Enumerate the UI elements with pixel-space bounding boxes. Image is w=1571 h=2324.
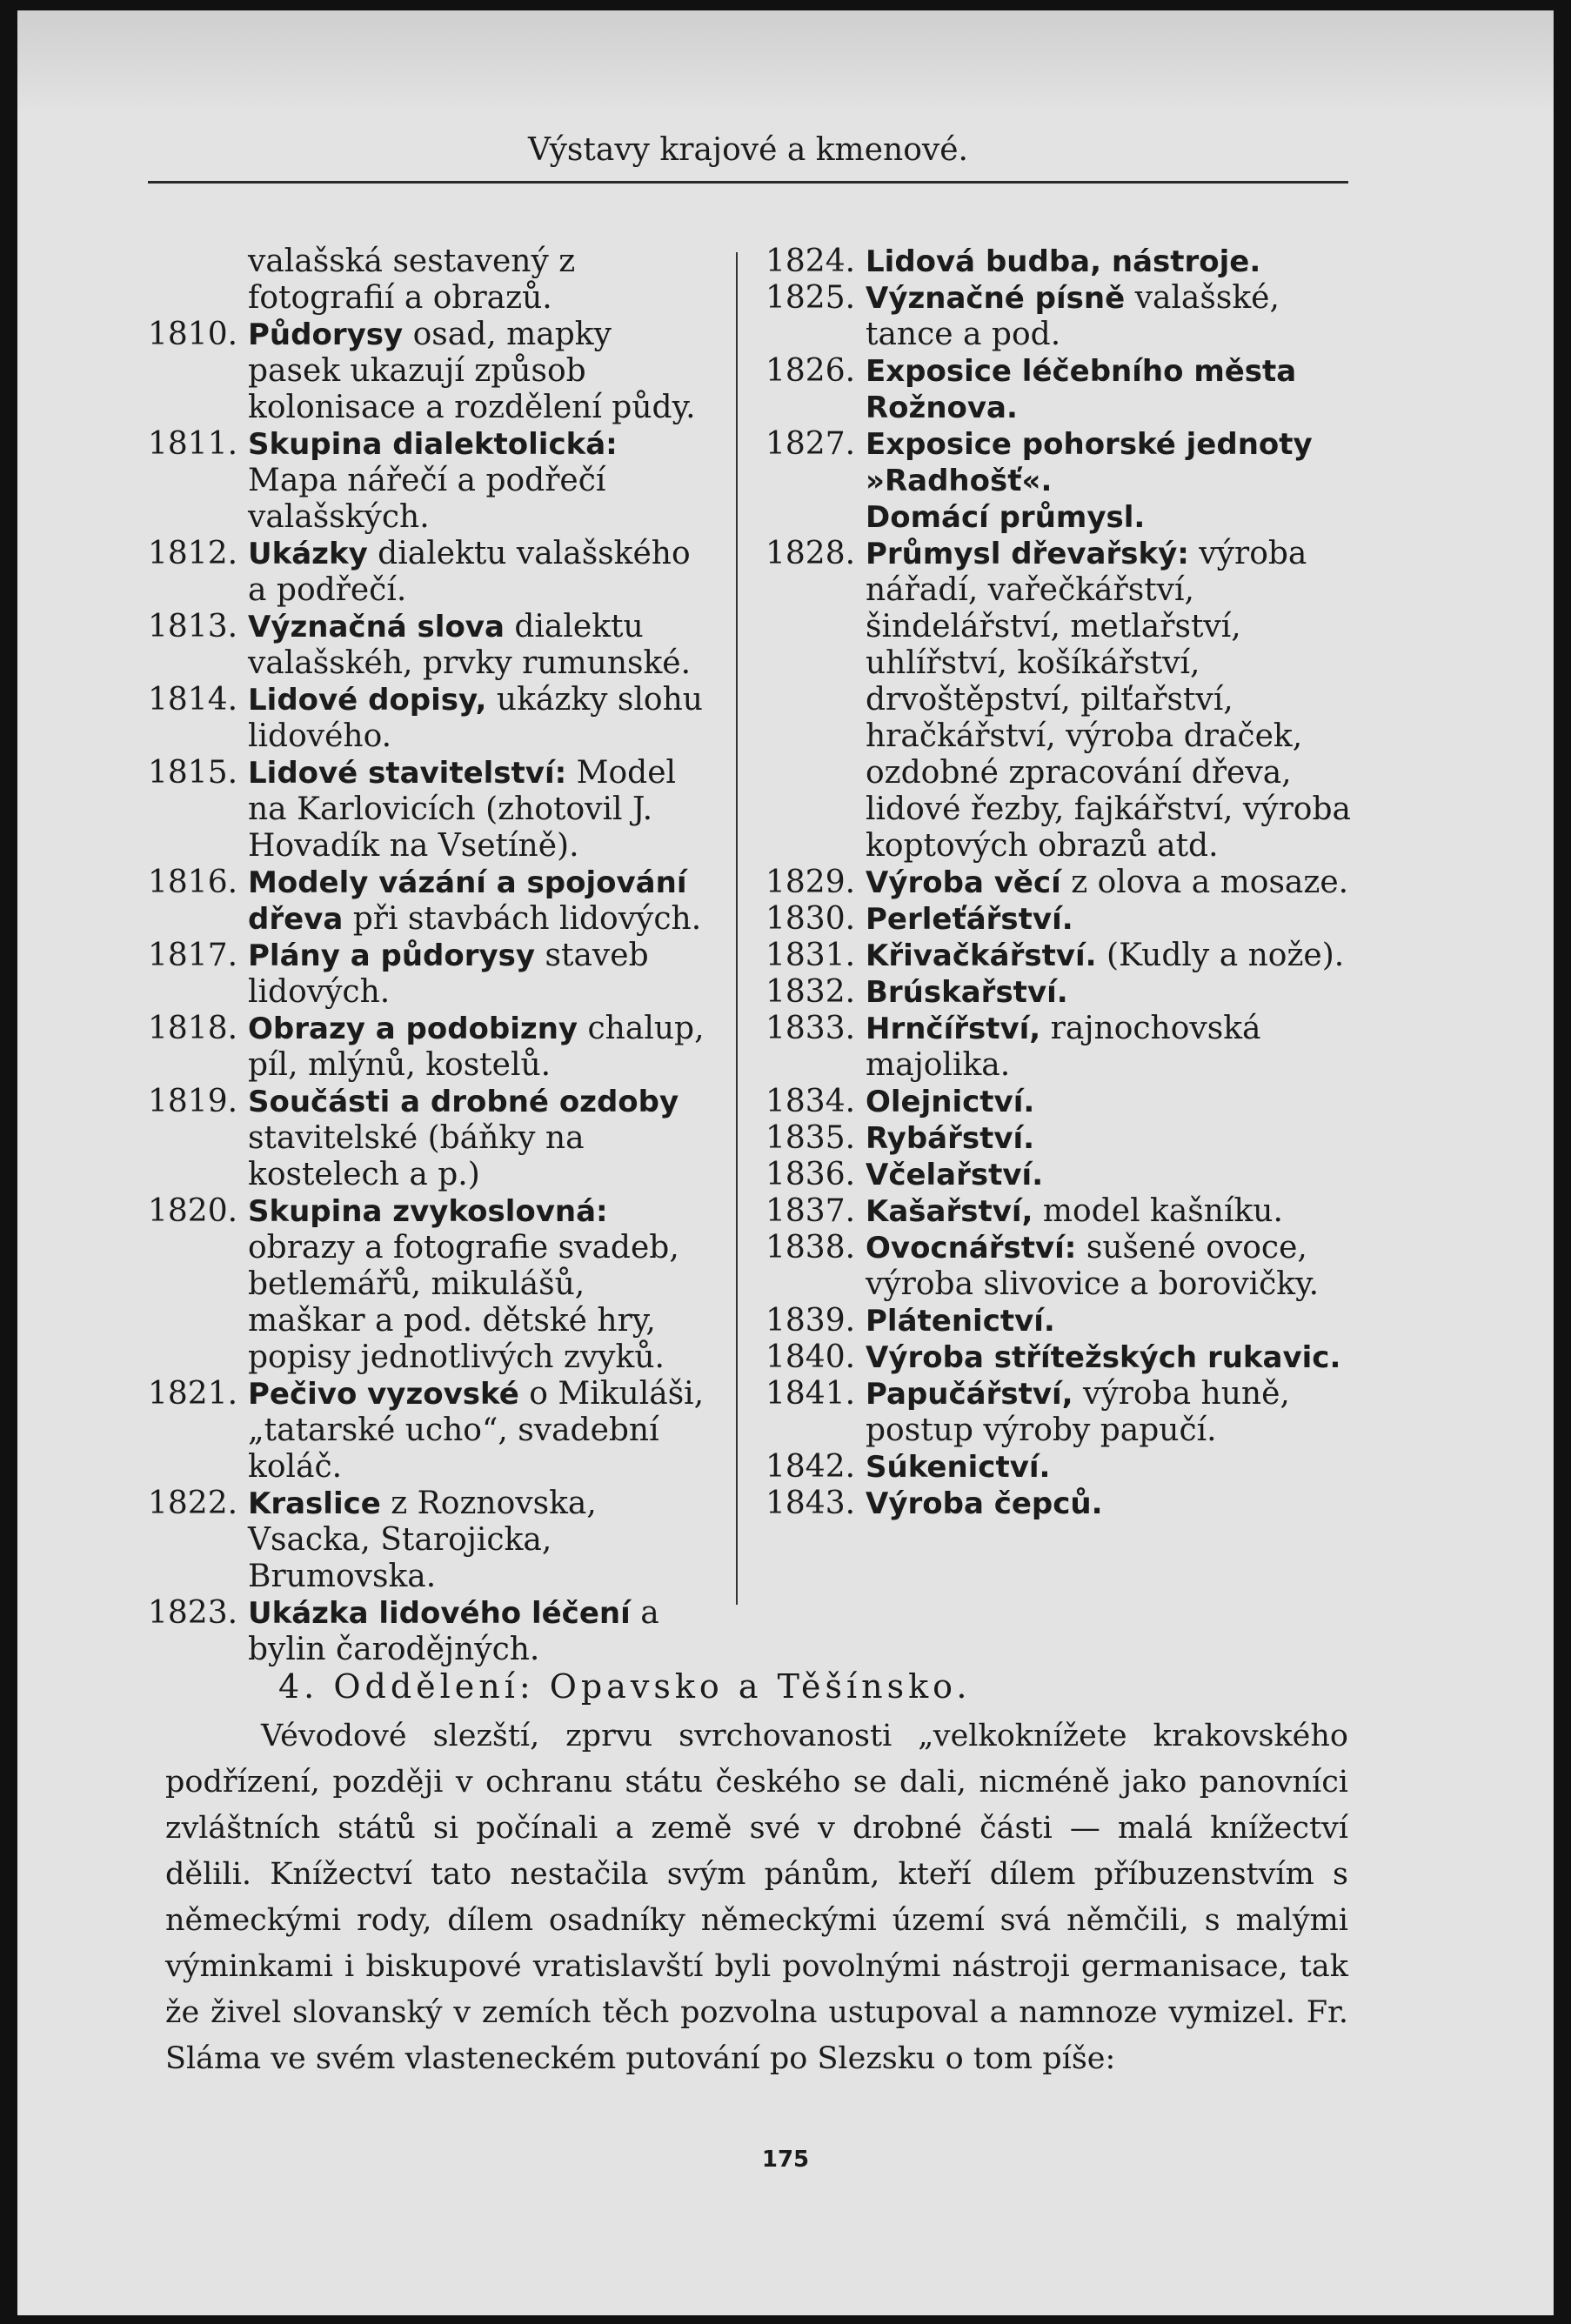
entry-heading: Exposice léčebního města Rožnova. [866, 354, 1297, 425]
entry-number: 1817. [148, 938, 238, 973]
entry-text: Mapa nářečí a podřečí valašských. [248, 463, 606, 535]
entry-heading: Pečivo vyzovské [248, 1377, 519, 1412]
entry-body [866, 280, 1353, 353]
entry-text: z Roznovska, Vsacka, Starojicka, Brumovska. [248, 1486, 597, 1594]
entry-text: valašské, tance a pod. [866, 280, 1280, 352]
entry-heading: Půdorysy [248, 317, 404, 352]
entry-heading: Včelařství. [866, 1158, 1044, 1192]
column-divider [736, 252, 738, 1605]
catalog-entry [148, 609, 705, 682]
entry-body [248, 244, 705, 317]
entry-body [248, 755, 705, 865]
catalog-entry [148, 865, 705, 938]
entry-body [248, 1084, 705, 1193]
entry-body [866, 1193, 1353, 1230]
entry-heading: Výroba věcí [866, 865, 1061, 900]
entry-body [866, 901, 1353, 938]
entry-heading: Perleťářství. [866, 902, 1073, 937]
catalog-entry [148, 317, 705, 426]
entry-heading: Křivačkářství. [866, 938, 1097, 973]
entry-number: 1837. [765, 1193, 856, 1229]
entry-number: 1826. [765, 353, 856, 389]
catalog-entry [148, 1084, 705, 1193]
entry-number: 1838. [765, 1230, 856, 1266]
entry-body [248, 317, 705, 426]
catalog-entry [148, 1486, 705, 1595]
entry-text: při stavbách lidových. [343, 901, 702, 937]
entry-heading: Papučářství, [866, 1377, 1073, 1412]
catalog-entry [765, 280, 1353, 353]
catalog-entry [765, 1084, 1353, 1120]
entry-heading: Součásti a drobné ozdoby [248, 1085, 679, 1119]
catalog-entry [148, 1595, 705, 1668]
catalog-entry [765, 901, 1353, 938]
entry-heading: Průmysl dřevařský: [866, 537, 1189, 571]
entry-heading: Exposice pohorské jednoty »Radhošť«. [866, 427, 1313, 498]
entry-number: 1832. [765, 974, 856, 1010]
entry-number: 1811. [148, 426, 238, 462]
entry-number: 1828. [765, 536, 856, 571]
entry-heading: Lidové stavitelství: [248, 756, 567, 791]
entry-body [248, 1011, 705, 1084]
catalog-entry [765, 1157, 1353, 1193]
entry-number: 1822. [148, 1486, 238, 1521]
entry-number: 1820. [148, 1193, 238, 1229]
catalog-entry [765, 865, 1353, 901]
entry-body [866, 1486, 1353, 1522]
entry-number [148, 244, 248, 317]
entry-number: 1814. [148, 682, 238, 718]
entry-body [866, 353, 1353, 426]
catalog-entry [765, 974, 1353, 1011]
entry-number: 1841. [765, 1376, 856, 1412]
catalog-entry [765, 1193, 1353, 1230]
catalog-entry [765, 244, 1353, 280]
running-header: Výstavy krajové a kmenové. [528, 132, 968, 168]
entry-number: 1810. [148, 317, 238, 352]
entry-body [866, 426, 1353, 536]
entry-heading: Hrnčířství, [866, 1012, 1041, 1046]
catalog-entry [148, 682, 705, 755]
entry-text: valašská sestavený z fotografií a obrazů. [248, 244, 576, 316]
entry-body [866, 1303, 1353, 1339]
entry-body [866, 244, 1353, 280]
entry-heading: Ovocnářství: [866, 1231, 1077, 1266]
entry-text: staveb lidových. [248, 938, 649, 1010]
entry-number: 1815. [148, 755, 238, 791]
catalog-entry [148, 426, 705, 536]
entry-number: 1827. [765, 426, 856, 462]
entry-text: stavitelské (báňky na kostelech a p.) [248, 1120, 585, 1192]
entry-body [248, 1486, 705, 1595]
entry-heading: Ukázka lidového léčení [248, 1596, 631, 1631]
catalog-entry [148, 1193, 705, 1376]
entry-text: sušené ovoce, výroba slivovice a borovičky. [866, 1230, 1320, 1302]
entry-number: 1830. [765, 901, 856, 937]
entry-number: 1823. [148, 1595, 238, 1631]
entry-body [866, 1157, 1353, 1193]
entry-heading: Brúskařství. [866, 975, 1068, 1010]
left-column [148, 244, 705, 1668]
entry-text: rajnochovská majolika. [866, 1011, 1261, 1083]
entry-body [866, 1230, 1353, 1303]
catalog-entry [765, 1011, 1353, 1084]
entry-number: 1818. [148, 1011, 238, 1046]
entry-number: 1819. [148, 1084, 238, 1119]
entry-text: chalup, píl, mlýnů, kostelů. [248, 1011, 705, 1083]
entry-text: model kašníku. [1033, 1193, 1283, 1229]
entry-body [866, 1339, 1353, 1376]
catalog-entry [148, 244, 705, 317]
entry-body [248, 865, 705, 938]
entry-body [248, 426, 705, 536]
entry-heading: Lidové dopisy, [248, 683, 487, 718]
section-paragraph: Vévodové slezští, zprvu svrchovanosti „velkoknížete krakovského podřízení, později v ochranu státu českého se dali, nicméně jako panovníci zvláštních států si počínali a země své v drobné části — malá knížectví dělili. Knížectví tato nestačila svým pánům, kteří dílem příbuzenstvím s německými rody, dílem osadníky německými území svá němčili, s malými výminkami i biskupové vratislavští byli povolnými nástroji germanisace, tak že živel slovanský v zemích těch pozvolna ustupoval a namnoze vymizel. Fr. Sláma ve svém vlasteneckém putování po Slezsku o tom píše: [165, 1719, 1348, 2076]
entry-heading: Lidová budba, nástroje. [866, 244, 1261, 279]
entry-body [248, 536, 705, 609]
entry-body [866, 1376, 1353, 1449]
catalog-entry [765, 1303, 1353, 1339]
page-number: 175 [761, 2147, 810, 2173]
entry-body [248, 1376, 705, 1486]
entry-heading: Ukázky [248, 537, 368, 571]
entry-body [248, 682, 705, 755]
catalog-entry [765, 1376, 1353, 1449]
entry-number: 1839. [765, 1303, 856, 1339]
entry-heading: Výroba střítežských rukavic. [866, 1340, 1341, 1375]
entry-number: 1840. [765, 1339, 856, 1375]
entry-body [866, 938, 1353, 974]
entry-number: 1831. [765, 938, 856, 973]
entry-heading: Obrazy a podobizny [248, 1012, 578, 1046]
entry-number: 1829. [765, 865, 856, 900]
entry-text: z olova a mosaze. [1060, 865, 1349, 900]
section-title: 4. Oddělení: Opavsko a Těšínsko. [278, 1667, 972, 1706]
entry-heading: Súkenictví. [866, 1450, 1051, 1485]
catalog-entry [765, 1449, 1353, 1486]
entry-body [248, 938, 705, 1011]
entry-body [248, 609, 705, 682]
header-rule [148, 181, 1348, 184]
entry-text: dialektu valašského a podřečí. [248, 536, 691, 608]
entry-number: 1842. [765, 1449, 856, 1485]
entry-heading: Rybářství. [866, 1121, 1035, 1156]
entry-body [248, 1595, 705, 1668]
entry-heading: Význačná slova [248, 610, 505, 644]
entry-heading: Skupina dialektolická: [248, 427, 618, 462]
entry-body [866, 974, 1353, 1011]
subsection-heading: Domácí průmysl. [866, 500, 1146, 535]
catalog-entry [148, 536, 705, 609]
entry-text: (Kudly a nože). [1096, 938, 1345, 973]
catalog-entry [148, 1011, 705, 1084]
catalog-entry [765, 536, 1353, 865]
entry-number: 1833. [765, 1011, 856, 1046]
entry-body [248, 1193, 705, 1376]
entry-heading: Plány a půdorysy [248, 938, 536, 973]
entry-text: ukázky slohu lidového. [248, 682, 703, 754]
entry-number: 1813. [148, 609, 238, 644]
entry-text: osad, mapky pasek ukazují způsob kolonisace a rozdělení půdy. [248, 317, 696, 425]
entry-number: 1824. [765, 244, 856, 279]
entry-number: 1835. [765, 1120, 856, 1156]
entry-number: 1834. [765, 1084, 856, 1119]
entry-body [866, 1449, 1353, 1486]
entry-number: 1816. [148, 865, 238, 900]
entry-number: 1825. [765, 280, 856, 316]
entry-heading: Modely vázání a spojování dřeva [248, 865, 687, 937]
entry-text: dialektu valašskéh, prvky rumunské. [248, 609, 692, 681]
entry-text: a bylin čarodějných. [248, 1595, 659, 1667]
right-column [765, 244, 1353, 1522]
entry-heading: Plátenictví. [866, 1304, 1055, 1339]
catalog-entry [765, 1339, 1353, 1376]
scan-shadow [17, 10, 1554, 115]
entry-heading: Olejnictví. [866, 1085, 1035, 1119]
entry-text: výroba huně, postup výroby papučí. [866, 1376, 1290, 1448]
catalog-entry [765, 1120, 1353, 1157]
catalog-entry [148, 755, 705, 865]
entry-text: Model na Karlovicích (zhotovil J. Hovadík na Vsetíně). [248, 755, 677, 864]
entry-body [866, 1084, 1353, 1120]
entry-body [866, 1120, 1353, 1157]
entry-heading: Význačné písně [866, 281, 1126, 316]
entry-body [866, 865, 1353, 901]
entry-text: o Mikuláši, „tatarské ucho“, svadební koláč. [248, 1376, 705, 1485]
entry-heading: Výroba čepců. [866, 1486, 1103, 1521]
catalog-entry [148, 938, 705, 1011]
catalog-entry [765, 1486, 1353, 1522]
entry-number: 1821. [148, 1376, 238, 1412]
entry-text: výroba nářadí, vařečkářství, šindelářství, metlařství, uhlířství, košíkářství, drvoštěpství, pilťařství, hračkářství, výroba draček, ozdobné zpracování dřeva, lidové řezby, fajkářství, výroba koptových obrazů atd. [866, 536, 1351, 864]
scanned-page [17, 10, 1554, 2315]
entry-text: obrazy a fotografie svadeb, betlemářů, mikulášů, maškar a pod. dětské hry, popisy jednotlivých zvyků. [248, 1230, 679, 1375]
catalog-entry [765, 1230, 1353, 1303]
catalog-entry [765, 938, 1353, 974]
catalog-entry [148, 1376, 705, 1486]
entry-body [866, 1011, 1353, 1084]
entry-heading: Kraslice [248, 1486, 381, 1521]
catalog-entry [765, 426, 1353, 536]
entry-number: 1843. [765, 1486, 856, 1521]
entry-body [866, 536, 1353, 865]
catalog-entry [765, 353, 1353, 426]
entry-number: 1812. [148, 536, 238, 571]
entry-heading: Kašařství, [866, 1194, 1033, 1229]
entry-heading: Skupina zvykoslovná: [248, 1194, 608, 1229]
entry-number: 1836. [765, 1157, 856, 1192]
